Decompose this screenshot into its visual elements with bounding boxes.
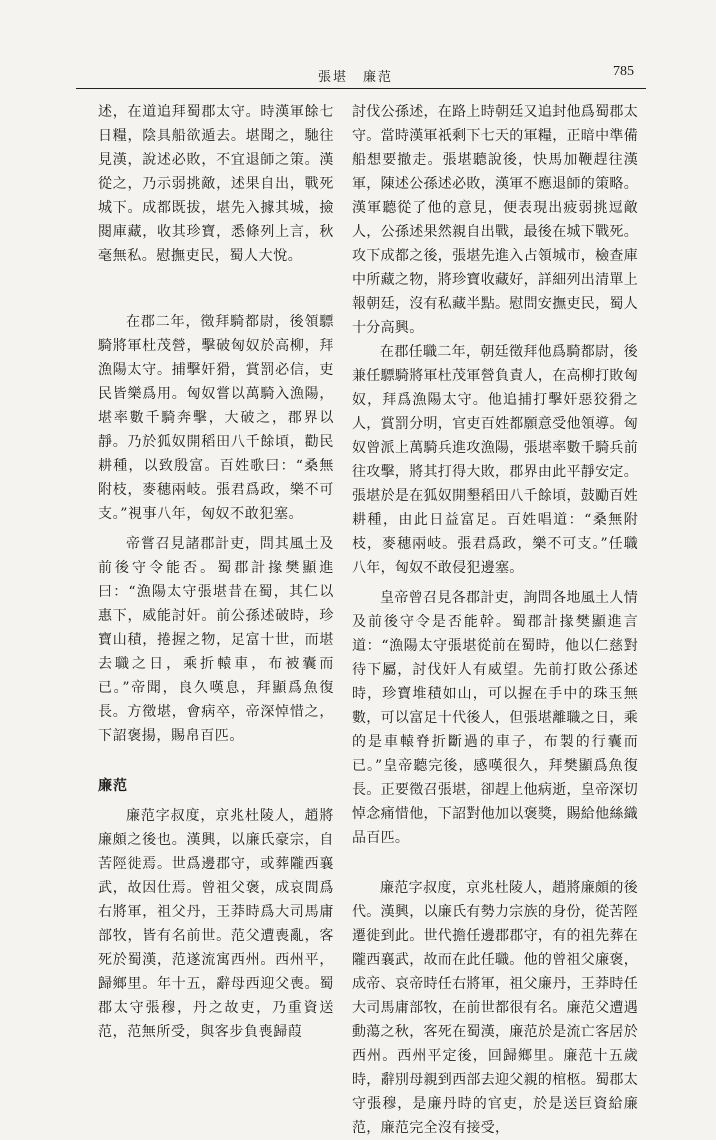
page-number: 785	[613, 64, 634, 79]
translation-paragraph-4: 廉范字叔度，京兆杜陵人，趙將廉頗的後代。漢興，以廉氏有勢力宗族的身份，從苦陘遷徙到此。世代擔任邊郡郡守，有的祖先葬在隴西襄武，故而在此任職。他的曾祖父廉褒，成帝、哀帝時任右將軍，祖父廉丹，王莽時任大司馬庸部牧，在前世都很有名。廉范父遭遇動蕩之秋，客死在蜀漢，廉范於是流亡客居於西州。西州平定後，回歸鄉里。廉范十五歲時，辭別母親到西部去迎父親的棺柩。蜀郡太守張穆，是廉丹時的官吏，於是送巨資給廉范，廉范完全沒有接受，	[352, 880, 638, 1136]
translation-paragraph-1: 討伐公孫述，在路上時朝廷又追封他爲蜀郡太守。當時漢軍祇剩下七天的軍糧，正暗中準備船想要撤走。張堪聽說後，快馬加鞭趕往漢軍，陳述公孫述必敗，漢軍不應退師的策略。漢軍聽從了他的意見，便表現出疲弱挑逗敵人，公孫述果然親自出戰，最後在城下戰死。攻下成都之後，張堪先進入占領城市，檢查庫中所藏之物，將珍寶收藏好，詳細列出清單上報朝廷，沒有私藏半點。慰問安撫吏民，蜀人十分高興。	[352, 104, 638, 336]
classical-paragraph-4: 廉范字叔度，京兆杜陵人，趙將廉頗之後也。漢興，以廉氏豪宗，自苦陘徙焉。世爲邊郡守，或葬隴西襄武，故因仕焉。曾祖父褒，成哀間爲右將軍，祖父丹，王莽時爲大司馬庸部牧，皆有名前世。范父遭喪亂，客死於蜀漢，范遂流寓西州。西州平，歸鄉里。年十五，辭母西迎父喪。蜀郡太守張穆，丹之故吏，乃重資送范，范無所受，與客步負喪歸葭	[98, 808, 334, 1040]
classical-text-column	[98, 100, 334, 1044]
translation-column	[352, 100, 638, 1140]
translation-paragraph-3: 皇帝曾召見各郡計吏，詢問各地風土人情及前後守令是否能幹。蜀郡計掾樊顯進言道：“漁陽太守張堪從前在蜀時，他以仁慈對待下屬，討伐奸人有威望。先前打敗公孫述時，珍寶堆積如山，可以握在手中的珠玉無數，可以富足十代後人，但張堪離職之日，乘的是車轅脊折斷過的車子，布製的行囊而已。”皇帝聽完後，感嘆很久，拜樊顯爲魚復長。正要徵召張堪，卻趕上他病逝，皇帝深切悼念痛惜他，下詔對他加以褒獎，賜給他絲織品百匹。	[352, 590, 638, 846]
classical-paragraph-2: 在郡二年，徵拜騎都尉，後領驃騎將軍杜茂營，擊破匈奴於高柳，拜漁陽太守。捕擊奸猾，賞罰必信，吏民皆樂爲用。匈奴嘗以萬騎入漁陽，堪率數千騎奔擊，大破之，郡界以靜。乃於狐奴開稻田八千餘頃，勸民耕種，以致殷富。百姓歌曰：“桑無附枝，麥穗兩岐。張君爲政，樂不可支。”視事八年，匈奴不敢犯塞。	[98, 314, 334, 522]
running-title: 張堪 廉范	[318, 70, 394, 85]
section-title: 廉范	[98, 778, 128, 794]
classical-paragraph-1: 述，在道追拜蜀郡太守。時漢軍餘七日糧，陰具船欲遁去。堪聞之，馳往見漢，說述必敗，不宜退師之策。漢從之，乃示弱挑敵，述果自出，戰死城下。成都既拔，堪先入據其城，撿閱庫藏，收其珍寶，悉條列上言，秋毫無私。慰撫吏民，蜀人大悅。	[98, 104, 334, 264]
classical-paragraph-3: 帝嘗召見諸郡計吏，問其風土及前後守令能否。蜀郡計掾樊顯進曰：“漁陽太守張堪昔在蜀，其仁以惠下，威能討奸。前公孫述破時，珍寶山積，捲握之物，足富十世，而堪去職之日，乘折轅車，布被囊而已。”帝聞，良久嘆息，拜顯爲魚復長。方徵堪，會病卒，帝深悼惜之，下詔褒揚，賜帛百匹。	[98, 536, 334, 744]
header-rule	[76, 88, 646, 89]
translation-paragraph-2: 在郡任職二年，朝廷徵拜他爲騎都尉，後兼任驃騎將軍杜茂軍營負責人，在高柳打敗匈奴，拜爲漁陽太守。他追捕打擊奸惡狡猾之人，賞罰分明，官吏百姓都願意受他領導。匈奴曾派上萬騎兵進攻漁陽，張堪率數千騎兵前往攻擊，將其打得大敗，郡界由此平靜安定。張堪於是在狐奴開墾稻田八千餘頃，鼓勵百姓耕種，由此日益富足。百姓唱道：“桑無附枝，麥穗兩岐。張君爲政，樂不可支。”任職八年，匈奴不敢侵犯邊塞。	[352, 344, 638, 576]
